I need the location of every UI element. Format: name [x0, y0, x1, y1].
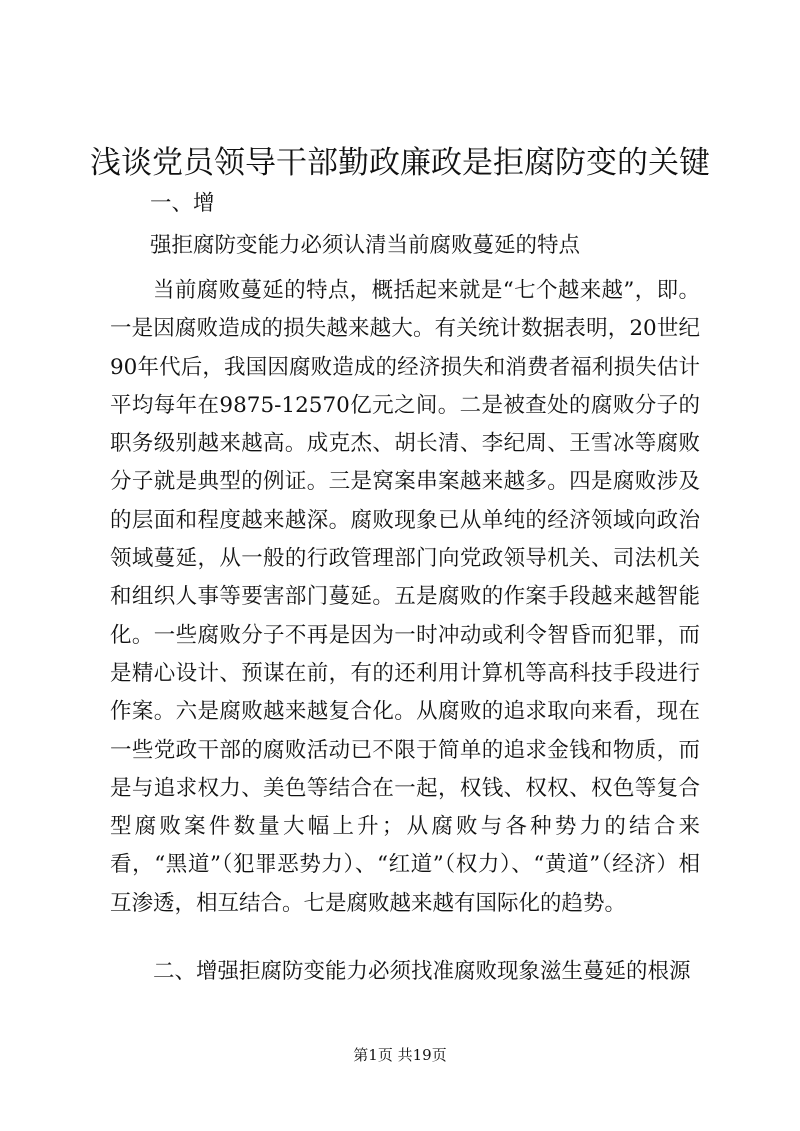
section-heading-1: 一、增	[150, 191, 215, 216]
section-heading-1-continuation: 强拒腐防变能力必须认清当前腐败蔓延的特点	[150, 233, 581, 258]
body-paragraph: 当前腐败蔓延的特点，概括起来就是“七个越来越”，即。一是因腐败造成的损失越来越大。有关统计数据表明，20世纪90年代后，我国因腐败造成的经济损失和消费者福利损失估计平均每年在9875-12570亿元之间。二是被查处的腐败分子的职务级别越来越高。成克杰、胡长清、李纪周、王雪冰等腐败分子就是典型的例证。三是窝案串案越来越多。四是腐败涉及的层面和程度越来越深。腐败现象已从单纯的经济领域向政治领域蔓延，从一般的行政管理部门向党政领导机关、司法机关和组织人事等要害部门蔓延。五是腐败的作案手段越来越智能化。一些腐败分子不再是因为一时冲动或利令智昏而犯罪，而是精心设计、预谋在前，有的还利用计算机等高科技手段进行作案。六是腐败越来越复合化。从腐败的追求取向来看，现在一些党政干部的腐败活动已不限于简单的追求金钱和物质，而是与追求权力、美色等结合在一起，权钱、权权、权色等复合型腐败案件数量大幅上升；从腐败与各种势力的结合来看，“黑道”（犯罪恶势力）、“红道”（权力）、“黄道”（经济）相互渗透，相互结合。七是腐败越来越有国际化的趋势。	[110, 278, 700, 916]
page-number: 第1页 共19页	[353, 1046, 447, 1064]
document-title: 浅谈党员领导干部勤政廉政是拒腐防变的关键	[90, 145, 710, 181]
section-heading-2: 二、增强拒腐防变能力必须找准腐败现象滋生蔓延的根源	[153, 959, 691, 984]
